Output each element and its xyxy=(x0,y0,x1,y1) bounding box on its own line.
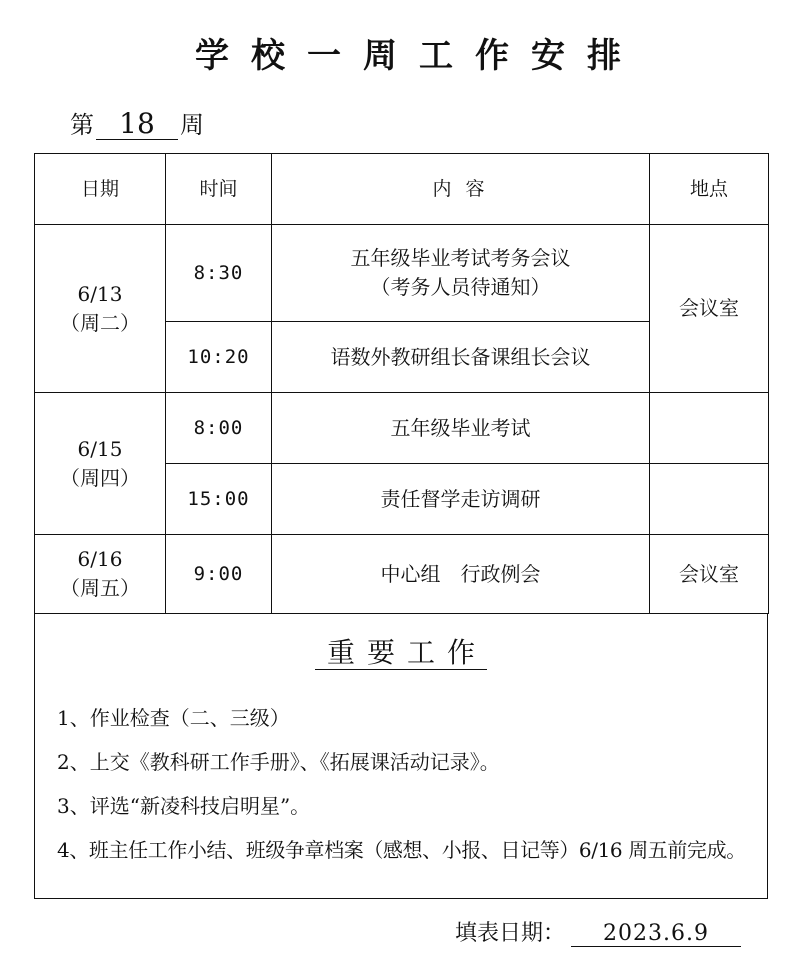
header-location: 地点 xyxy=(650,154,769,225)
date-cell xyxy=(35,225,166,393)
date: 6/16 xyxy=(77,547,123,571)
content-cell: 责任督学走访调研 xyxy=(272,464,650,535)
time-cell: 8:00 xyxy=(166,393,272,464)
important-list xyxy=(57,703,746,879)
week-number: 18 xyxy=(96,109,178,140)
header-time: 时间 xyxy=(166,154,272,225)
week-prefix: 第 xyxy=(70,111,94,139)
location-cell xyxy=(650,393,769,464)
time-cell: 8:30 xyxy=(166,225,272,322)
content-cell xyxy=(272,225,650,322)
weekday: （周四） xyxy=(60,465,140,490)
table-row xyxy=(35,535,769,614)
schedule-table xyxy=(34,153,769,614)
list-item: 3、评选“新凌科技启明星”。 xyxy=(57,794,311,818)
time-cell: 10:20 xyxy=(166,322,272,393)
weekday: （周五） xyxy=(60,576,140,600)
important-title: 重要工作 xyxy=(315,636,487,670)
fill-date-label: 填表日期： xyxy=(455,921,566,946)
header-content: 内 容 xyxy=(272,154,650,225)
content-cell: 五年级毕业考试 xyxy=(272,393,650,464)
fill-date-line xyxy=(455,916,741,947)
list-item: 2、上交《教科研工作手册》、《拓展课活动记录》。 xyxy=(57,750,500,774)
date: 6/13 xyxy=(77,281,123,306)
week-suffix: 周 xyxy=(180,111,204,139)
week-line xyxy=(70,104,204,140)
list-item: 1、作业检查（二、三级） xyxy=(57,706,290,730)
content-cell: 中心组 行政例会 xyxy=(272,535,650,614)
content-note: （考务人员待通知） xyxy=(370,275,551,299)
time-cell: 15:00 xyxy=(166,464,272,535)
list-item: 4、班主任工作小结、班级争章档案（感想、小报、日记等）6/16 周五前完成。 xyxy=(57,838,746,862)
fill-date-value: 2023.6.9 xyxy=(571,921,741,947)
date-cell xyxy=(35,535,166,614)
content-cell: 语数外教研组长备课组长会议 xyxy=(272,322,650,393)
location-cell xyxy=(650,464,769,535)
header-row xyxy=(35,154,769,225)
weekday: （周二） xyxy=(60,310,140,335)
page-title: 学校一周工作安排 xyxy=(195,36,643,76)
table-row xyxy=(35,225,769,322)
date-cell xyxy=(35,393,166,535)
important-work-section xyxy=(34,613,768,899)
location-cell: 会议室 xyxy=(650,225,769,393)
table-row xyxy=(35,393,769,464)
location-cell: 会议室 xyxy=(650,535,769,614)
content-text: 五年级毕业考试考务会议 xyxy=(350,246,571,270)
date: 6/15 xyxy=(77,436,123,461)
header-date: 日期 xyxy=(35,154,166,225)
time-cell: 9:00 xyxy=(166,535,272,614)
